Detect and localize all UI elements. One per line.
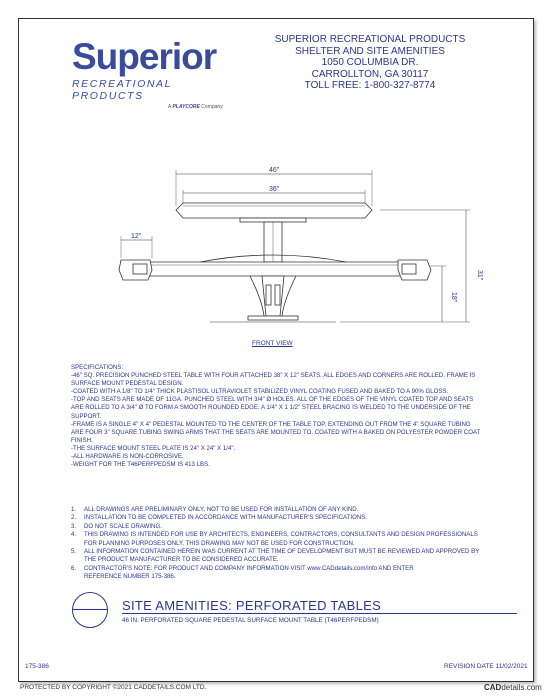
- drawing-title: SITE AMENITIES: PERFORATED TABLES: [122, 598, 382, 613]
- dim-label-18: 18": [450, 292, 457, 303]
- dim-label-36: 36": [269, 186, 280, 193]
- address-line: 1050 COLUMBIA DR.: [321, 57, 419, 68]
- view-label: FRONT VIEW: [252, 340, 293, 347]
- title-symbol-circle: [72, 592, 108, 628]
- notes-block: [71, 506, 511, 582]
- spec-line: -ALL HARDWARE IS NON-CORROSIVE.: [71, 453, 184, 461]
- dim-label-31: 31": [476, 270, 483, 281]
- address-line: SHELTER AND SITE AMENITIES: [295, 45, 445, 57]
- note-row: 2. INSTALLATION TO BE COMPLETED IN ACCORDANCE WITH MANUFACTURER'S SPECIFICATIONS.: [71, 514, 367, 522]
- spec-line: ARE ROLLED TO A 3/4" Ø TO FORM A SMOOTH ROUNDED EDGE. A 1/4" X 1 1/2" STEEL BRACING IS WELDED TO THE UNDERSIDE OF THE: [71, 404, 471, 412]
- spec-line: SURFACE MOUNT PEDESTAL DESIGN.: [71, 380, 184, 388]
- spec-line: -TOP AND SEATS ARE MADE OF 11GA. PUNCHED STEEL WITH 3/4" Ø HOLES. ALL OF THE EDGES OF THE VINYL COATED TOP AND SEATS: [71, 396, 474, 404]
- spec-line: -46" SQ. PRECISION PUNCHED STEEL TABLE WITH FOUR ATTACHED 38" X 12" SEATS. ALL EDGES AND CORNERS ARE ROLLED. FRAME IS: [71, 372, 476, 380]
- spec-line: ARE FOUR 3" SQUARE TUBING SWING ARMS THAT THE SEATS ARE MOUNTED TO. COATED WITH A BAKED ON POLYESTER POWDER COAT: [71, 428, 481, 436]
- dim-label-12: 12": [131, 233, 142, 240]
- title-symbol-line: [72, 609, 108, 610]
- address-line: SUPERIOR RECREATIONAL PRODUCTS: [274, 34, 466, 45]
- note-row: 1. ALL DRAWINGS ARE PRELIMINARY ONLY, NOT TO BE USED FOR INSTALLATION OF ANY KIND.: [71, 506, 359, 513]
- logo-wordmark: Superior: [72, 36, 217, 77]
- note-row: 6. CONTRACTOR'S NOTE: FOR PRODUCT AND COMPANY INFORMATION VISIT www.CADdetails.com/info AND ENTER: [71, 564, 414, 572]
- note-row: REFERENCE NUMBER 175-386.: [84, 573, 176, 581]
- address-line: TOLL FREE: 1-800-327-8774: [304, 80, 436, 91]
- table-top: [176, 203, 372, 218]
- spec-line: FINISH.: [71, 436, 93, 444]
- title-divider: [122, 613, 517, 614]
- copyright-notice: PROTECTED BY COPYRIGHT ©2021 CADDETAILS.COM LTD.: [20, 684, 207, 691]
- note-row: 5. ALL INFORMATION CONTAINED HEREIN WAS CURRENT AT THE TIME OF DEVELOPMENT BUT MUST BE REVIEWED AND APPROVED BY: [71, 548, 480, 556]
- spec-line: -FRAME IS A SINGLE 4" X 4" PEDESTAL MOUNTED TO THE CENTER OF THE TABLE TOP. EXTENDING OUT FROM THE 4" SQUARE TUBING: [71, 420, 471, 428]
- note-row: FOR PLANNING PURPOSES ONLY. THIS DRAWING MAY NOT BE USED FOR CONSTRUCTION.: [84, 539, 355, 547]
- spec-line: -WEIGHT FOR THE T46PERFPEDSM IS 413 LBS.: [71, 461, 210, 469]
- revision-date: REVISION DATE 11/02/2021: [444, 663, 528, 670]
- note-row: THE PRODUCT MANUFACTURER TO BE CONSIDERED ACCURATE.: [84, 556, 279, 564]
- logo-subtitle: RECREATIONAL PRODUCTS: [72, 78, 172, 102]
- address-line: CARROLLTON, GA 30117: [311, 68, 429, 80]
- spec-line: SUPPORT.: [71, 412, 102, 420]
- caddetails-brand: CADdetails.com: [484, 683, 542, 692]
- note-row: 3. DO NOT SCALE DRAWING.: [71, 522, 162, 530]
- drawing-subtitle: 46 IN. PERFORATED SQUARE PEDESTAL SURFACE MOUNT TABLE (T46PERFPEDSM): [122, 617, 379, 624]
- specifications-heading: SPECIFICATIONS:: [71, 364, 124, 371]
- reference-number: 175-386: [25, 663, 49, 670]
- seat-arm-bar: [145, 262, 405, 276]
- note-row: 4. THIS DRAWING IS INTENDED FOR USE BY ARCHITECTS, ENGINEERS, CONTRACTORS, CONSULTANTS AND DESIGN PROFESSIONALS: [71, 531, 478, 539]
- logo-company-line: A PLAYCORE Company: [168, 104, 223, 110]
- base-plate: [248, 316, 298, 320]
- spec-line: -THE SURFACE MOUNT STEEL PLATE IS 24" X 24" X 1/4".: [71, 444, 236, 452]
- dim-label-46: 46": [269, 167, 280, 174]
- specifications-block: [71, 364, 511, 469]
- spec-line: -COATED WITH A 1/8" TO 1/4" THICK PLASTISOL ULTRAVIOLET STABILIZED VINYL COATING FUSED AND BAKED TO A 90% GLOSS.: [71, 388, 449, 396]
